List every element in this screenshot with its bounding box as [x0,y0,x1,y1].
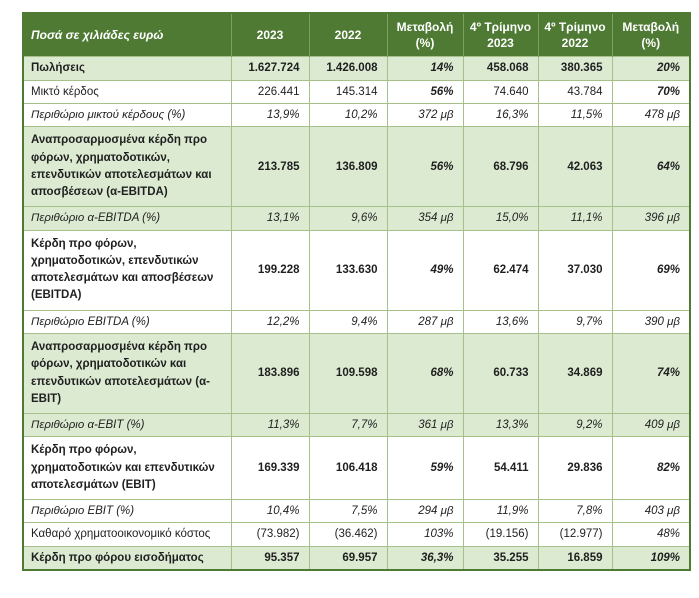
table-row [23,546,690,570]
amount-value: 13,6% [463,310,538,333]
row-label: Πωλήσεις [23,57,231,80]
amount-value: (12.977) [538,523,612,546]
change-value: 48% [612,523,690,546]
amount-value: 1.426.008 [309,57,387,80]
amount-value: 15,0% [463,207,538,230]
row-label: Περιθώριο EBITDA (%) [23,310,231,333]
column-header-q4-2023: 4º Τρίμηνο 2023 [463,13,538,57]
row-label: Κέρδη προ φόρου εισοδήματος [23,546,231,570]
amount-value: 199.228 [231,230,309,310]
amount-value: 37.030 [538,230,612,310]
change-value: 70% [612,80,690,103]
change-value: 103% [387,523,463,546]
amount-value: 34.869 [538,334,612,414]
change-value: 14% [387,57,463,80]
row-label: Κέρδη προ φόρων, χρηματοδοτικών και επενδυτικών αποτελεσμάτων (EBIT) [23,437,231,500]
change-value: 109% [612,546,690,570]
amount-value: 226.441 [231,80,309,103]
amount-value: 133.630 [309,230,387,310]
row-label: Περιθώριο EBIT (%) [23,500,231,523]
amount-value: 7,8% [538,500,612,523]
amount-value: 29.836 [538,437,612,500]
amount-value: 13,9% [231,104,309,127]
amount-value: 60.733 [463,334,538,414]
column-header-units: Ποσά σε χιλιάδες ευρώ [23,13,231,57]
amount-value: 62.474 [463,230,538,310]
table-row [23,310,690,333]
change-value: 390 μβ [612,310,690,333]
amount-value: 16,3% [463,104,538,127]
amount-value: (19.156) [463,523,538,546]
amount-value: 9,2% [538,414,612,437]
amount-value: 10,4% [231,500,309,523]
change-value: 56% [387,80,463,103]
amount-value: 13,1% [231,207,309,230]
change-value: 36,3% [387,546,463,570]
change-value: 49% [387,230,463,310]
amount-value: 12,2% [231,310,309,333]
amount-value: 183.896 [231,334,309,414]
amount-value: 9,6% [309,207,387,230]
table-row [23,414,690,437]
table-header [23,13,690,57]
amount-value: 106.418 [309,437,387,500]
amount-value: 213.785 [231,127,309,207]
financial-results-table-container [22,12,691,571]
amount-value: 1.627.724 [231,57,309,80]
amount-value: 9,7% [538,310,612,333]
change-value: 74% [612,334,690,414]
amount-value: 11,5% [538,104,612,127]
amount-value: 7,7% [309,414,387,437]
column-header-2023: 2023 [231,13,309,57]
row-label: Μικτό κέρδος [23,80,231,103]
row-label: Αναπροσαρμοσμένα κέρδη προ φόρων, χρηματοδοτικών και επενδυτικών αποτελεσμάτων (α-EBIT) [23,334,231,414]
table-row [23,230,690,310]
change-value: 68% [387,334,463,414]
change-value: 403 μβ [612,500,690,523]
table-row [23,127,690,207]
row-label: Περιθώριο α-EBITDA (%) [23,207,231,230]
amount-value: 35.255 [463,546,538,570]
change-value: 354 μβ [387,207,463,230]
amount-value: 11,9% [463,500,538,523]
change-value: 64% [612,127,690,207]
change-value: 287 μβ [387,310,463,333]
change-value: 372 μβ [387,104,463,127]
table-row [23,500,690,523]
amount-value: 9,4% [309,310,387,333]
amount-value: 13,3% [463,414,538,437]
row-label: Αναπροσαρμοσμένα κέρδη προ φόρων, χρηματοδοτικών, επενδυτικών αποτελεσμάτων και αποσβέσεων (α-EBITDA) [23,127,231,207]
change-value: 361 μβ [387,414,463,437]
amount-value: 69.957 [309,546,387,570]
amount-value: 42.063 [538,127,612,207]
amount-value: 145.314 [309,80,387,103]
change-value: 478 μβ [612,104,690,127]
table-row [23,57,690,80]
header-row [23,13,690,57]
change-value: 69% [612,230,690,310]
change-value: 294 μβ [387,500,463,523]
amount-value: 109.598 [309,334,387,414]
change-value: 59% [387,437,463,500]
amount-value: 43.784 [538,80,612,103]
column-header-change-quarter: Μεταβολή (%) [612,13,690,57]
change-value: 396 μβ [612,207,690,230]
amount-value: 16.859 [538,546,612,570]
table-row [23,523,690,546]
row-label: Περιθώριο α-EBIT (%) [23,414,231,437]
amount-value: 458.068 [463,57,538,80]
table-row [23,334,690,414]
amount-value: 74.640 [463,80,538,103]
table-row [23,104,690,127]
change-value: 20% [612,57,690,80]
financial-results-table [22,12,691,571]
amount-value: 54.411 [463,437,538,500]
amount-value: 380.365 [538,57,612,80]
amount-value: 11,3% [231,414,309,437]
financial-table-body [23,57,690,570]
amount-value: (73.982) [231,523,309,546]
change-value: 56% [387,127,463,207]
column-header-q4-2022: 4º Τρίμηνο 2022 [538,13,612,57]
change-value: 409 μβ [612,414,690,437]
column-header-change-annual: Μεταβολή (%) [387,13,463,57]
amount-value: 169.339 [231,437,309,500]
amount-value: 11,1% [538,207,612,230]
column-header-2022: 2022 [309,13,387,57]
amount-value: 95.357 [231,546,309,570]
row-label: Κέρδη προ φόρων, χρηματοδοτικών, επενδυτικών αποτελεσμάτων και αποσβέσεων (EBITDA) [23,230,231,310]
table-row [23,437,690,500]
amount-value: 68.796 [463,127,538,207]
amount-value: 10,2% [309,104,387,127]
table-row [23,80,690,103]
amount-value: 7,5% [309,500,387,523]
change-value: 82% [612,437,690,500]
amount-value: (36.462) [309,523,387,546]
row-label: Καθαρό χρηματοοικονομικό κόστος [23,523,231,546]
table-row [23,207,690,230]
row-label: Περιθώριο μικτού κέρδους (%) [23,104,231,127]
amount-value: 136.809 [309,127,387,207]
